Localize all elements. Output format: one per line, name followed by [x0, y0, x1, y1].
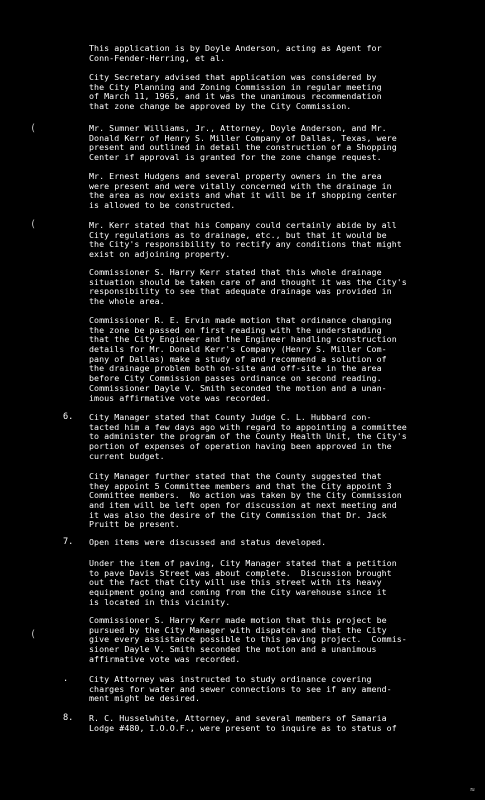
text-line: Pruitt be present. — [89, 519, 180, 530]
text-line: responsibility to see that adequate drainage was provided in — [89, 286, 392, 297]
text-line: to administer the program of the County Health Unit, the City's — [89, 431, 407, 442]
text-line: equipment going and coming from the City warehouse since it — [89, 587, 387, 598]
text-line: Center if approval is granted for the zone change request. — [89, 152, 382, 163]
text-line: is allowed to be constructed. — [89, 200, 236, 211]
text-line: Under the item of paving, City Manager stated that a petition — [89, 558, 397, 568]
text-line: pany of Dallas) make a study of and recommend a solution of — [89, 353, 387, 364]
text-line: of March 11, 1965, and it was the unanimous recommendation — [89, 91, 382, 102]
item-number: . — [63, 674, 69, 684]
text-line: is located in this vicinity. — [89, 596, 231, 607]
text-line: Open items were discussed and status developed. — [89, 537, 327, 547]
text-line: Lodge #480, I.O.O.F., were present to inquire as to status of — [89, 722, 397, 733]
text-line: before City Commission passes ordinance on second reading. — [89, 373, 382, 384]
text-line: ment might be desired. — [89, 693, 200, 704]
text-line: City regulations as to drainage, etc., but that it would be — [89, 229, 387, 240]
text-line: exist on adjoining property. — [89, 249, 231, 260]
paragraph — [89, 538, 451, 548]
text-line: portion of expenses of operation having been approved in the — [89, 441, 392, 452]
text-line: they appoint 5 Committee members and that the City appoint 3 — [89, 480, 392, 491]
text-line: Committee members. No action was taken by the City Commission — [89, 490, 402, 501]
text-line: out the fact that City will use this street with its heavy — [89, 577, 382, 588]
text-line: that the City Engineer and the Engineer handling construction — [89, 334, 397, 345]
text-line: give every assistance possible to this paving project. Commis- — [89, 634, 407, 645]
text-line: imous affirmative vote was recorded. — [89, 392, 271, 403]
text-line: City Manager stated that County Judge C. L. Hubbard con- — [89, 412, 372, 422]
text-line: Mr. Ernest Hudgens and several property owners in the area — [89, 171, 382, 181]
paragraph — [89, 616, 451, 664]
text-line: it was also the desire of the City Commission that Dr. Jack — [89, 509, 387, 520]
margin-scan-mark: ( — [30, 123, 37, 134]
paragraph — [89, 559, 451, 607]
text-line: present and outlined in detail the construction of a Shopping — [89, 142, 397, 153]
text-line: and item will be left open for discussion at next meeting and — [89, 500, 397, 511]
paragraph — [89, 413, 451, 461]
text-line: Commissioner S. Harry Kerr made motion that this project be — [89, 615, 387, 625]
text-line: the City's responsibility to rectify any conditions that might — [89, 239, 402, 250]
text-line: Donald Kerr of Henry S. Miller Company of Dallas, Texas, were — [89, 132, 397, 143]
text-line: were present and were vitally concerned with the drainage in — [89, 180, 392, 191]
text-line: Mr. Sumner Williams, Jr., Attorney, Doyle Anderson, and Mr. — [89, 123, 387, 133]
margin-scan-mark: ( — [30, 629, 37, 640]
text-line: City Attorney was instructed to study ordinance covering — [89, 674, 372, 684]
paragraph — [89, 73, 451, 112]
paragraph — [89, 714, 451, 733]
text-line: charges for water and sewer connections to see if any amend- — [89, 683, 392, 694]
text-line: to pave Davis Street was about complete. Discussion brought — [89, 567, 392, 578]
text-line: City Manager further stated that the County suggested that — [89, 471, 382, 481]
text-line: affirmative vote was recorded. — [89, 653, 241, 664]
item-number: 8. — [63, 713, 74, 723]
text-line: City Secretary advised that application was considered by — [89, 72, 377, 82]
paragraph — [89, 124, 451, 163]
paragraph — [89, 675, 451, 704]
text-line: sioner Dayle V. Smith seconded the motion and a unanimous — [89, 644, 377, 655]
text-line: that zone change be approved by the City Commission. — [89, 101, 352, 112]
text-line: tacted him a few days ago with regard to appointing a committee — [89, 421, 407, 432]
paragraph — [89, 268, 451, 307]
paragraph — [89, 44, 451, 63]
text-line: pursued by the City Manager with dispatch and that the City — [89, 624, 387, 635]
paragraph — [89, 172, 451, 211]
text-line: current budget. — [89, 450, 165, 461]
text-line: R. C. Husselwhite, Attorney, and several members of Samaria — [89, 713, 387, 723]
paragraph — [89, 221, 451, 260]
text-line: Commissioner S. Harry Kerr stated that this whole drainage — [89, 267, 382, 277]
text-line: the zone be passed on first reading with the understanding — [89, 324, 382, 335]
text-line: the area as now exists and what it will be if shopping center — [89, 190, 397, 201]
text-line: details for Mr. Donald Kerr's Company (Henry S. Miller Com- — [89, 344, 387, 355]
text-line: Conn-Fender-Herring, et al. — [89, 52, 226, 63]
paragraph — [89, 316, 451, 403]
text-line: Mr. Kerr stated that his Company could certainly abide by all — [89, 220, 397, 230]
item-number: 6. — [63, 412, 74, 422]
corner-scan-mark: ≈ — [470, 785, 475, 794]
text-line: Commissioner Dayle V. Smith seconded the motion and a unan- — [89, 382, 387, 393]
text-line: the drainage problem both on-site and off-site in the area — [89, 363, 382, 374]
text-line: the City Planning and Zoning Commission in regular meeting — [89, 81, 382, 92]
text-line: the whole area. — [89, 296, 165, 307]
margin-scan-mark: ( — [30, 219, 37, 230]
text-line: situation should be taken care of and thought it was the City's — [89, 276, 407, 287]
text-line: This application is by Doyle Anderson, acting as Agent for — [89, 43, 382, 53]
text-line: Commissioner R. E. Ervin made motion that ordinance changing — [89, 315, 392, 325]
item-number: 7. — [63, 537, 74, 547]
paragraph — [89, 472, 451, 530]
